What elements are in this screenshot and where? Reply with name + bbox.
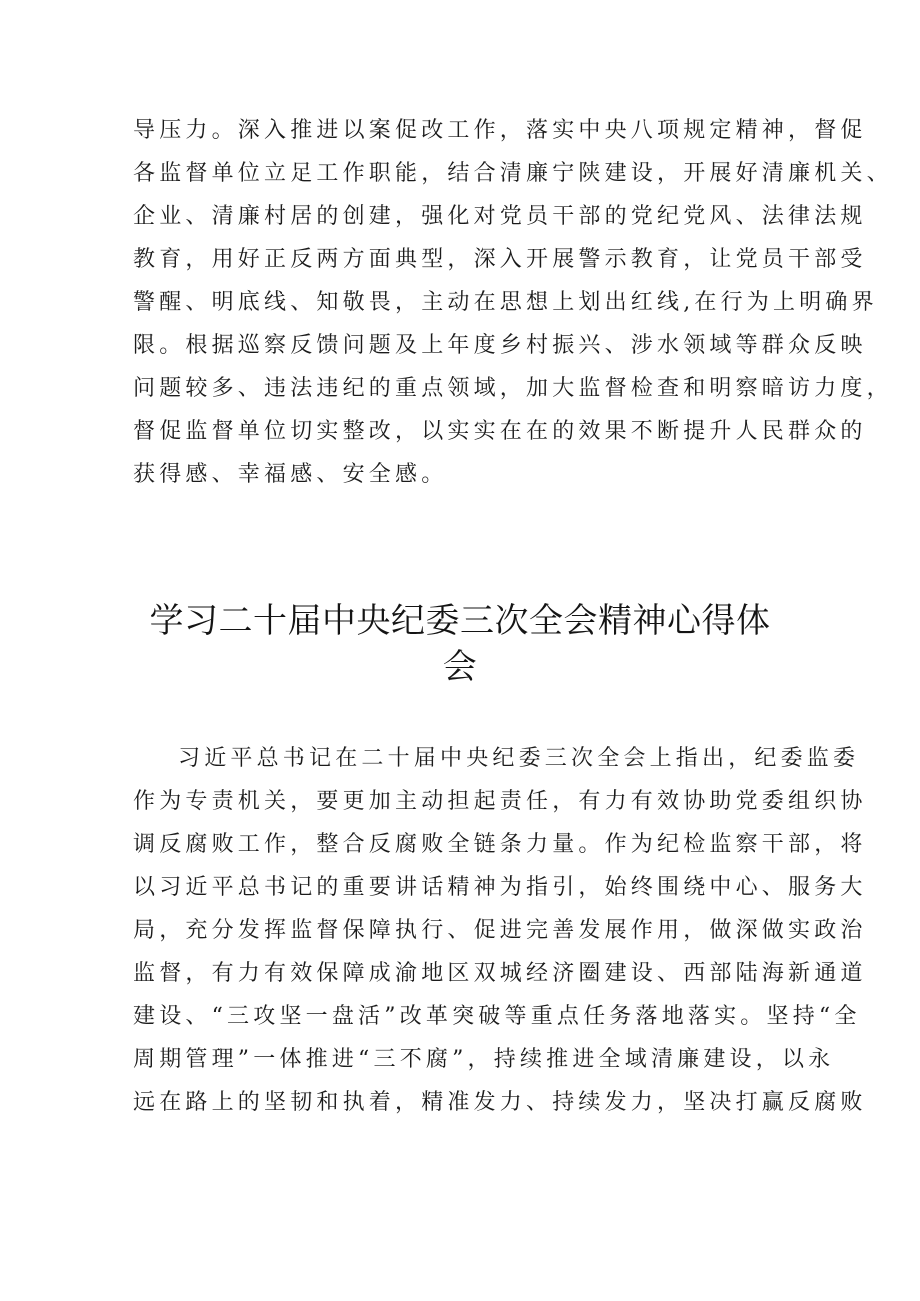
paragraph-line: 企业、清廉村居的创建，强化对党员干部的党纪党风、法律法规 (133, 204, 867, 229)
paragraph-line: 监督，有力有效保障成渝地区双城经济圈建设、西部陆海新通道 (133, 961, 867, 986)
title-line: 学习二十届中央纪委三次全会精神心得体 (149, 601, 771, 641)
paragraph-line: 调反腐败工作，整合反腐败全链条力量。作为纪检监察干部，将 (133, 832, 867, 857)
paragraph-line: 督促监督单位切实整改，以实实在在的效果不断提升人民群众的 (133, 419, 867, 444)
paragraph-line: 问题较多、违法违纪的重点领域，加大监督检查和明察暗访力度， (133, 376, 893, 401)
paragraph-line: 获得感、幸福感、安全感。 (133, 462, 448, 487)
paragraph-line: 警醒、明底线、知敬畏，主动在思想上划出红线,在行为上明确界 (133, 290, 878, 315)
paragraph-line: 习近平总书记在二十届中央纪委三次全会上指出，纪委监委 (178, 746, 860, 771)
paragraph-line: 以习近平总书记的重要讲话精神为指引，始终围绕中心、服务大 (133, 875, 867, 900)
paragraph-line: 作为专责机关，要更加主动担起责任，有力有效协助党委组织协 (133, 789, 867, 814)
paragraph-line: 导压力。深入推进以案促改工作，落实中央八项规定精神，督促 (133, 118, 867, 143)
paragraph-line: 周期管理”一体推进“三不腐”，持续推进全域清廉建设，以永 (133, 1047, 835, 1072)
paragraph-line: 远在路上的坚韧和执着，精准发力、持续发力，坚决打赢反腐败 (133, 1090, 867, 1115)
paragraph-line: 教育，用好正反两方面典型，深入开展警示教育，让党员干部受 (133, 247, 867, 272)
paragraph-line: 限。根据巡察反馈问题及上年度乡村振兴、涉水领域等群众反映 (133, 333, 867, 358)
paragraph-line: 建设、“三攻坚一盘活”改革突破等重点任务落地落实。坚持“全 (133, 1004, 861, 1029)
paragraph-line: 局，充分发挥监督保障执行、促进完善发展作用，做深做实政治 (133, 918, 867, 943)
title-line: 会 (442, 647, 478, 687)
paragraph-line: 各监督单位立足工作职能，结合清廉宁陕建设，开展好清廉机关、 (133, 161, 893, 186)
intro-paragraph (133, 109, 893, 496)
body-paragraph (133, 737, 867, 1124)
article-title (100, 598, 820, 690)
